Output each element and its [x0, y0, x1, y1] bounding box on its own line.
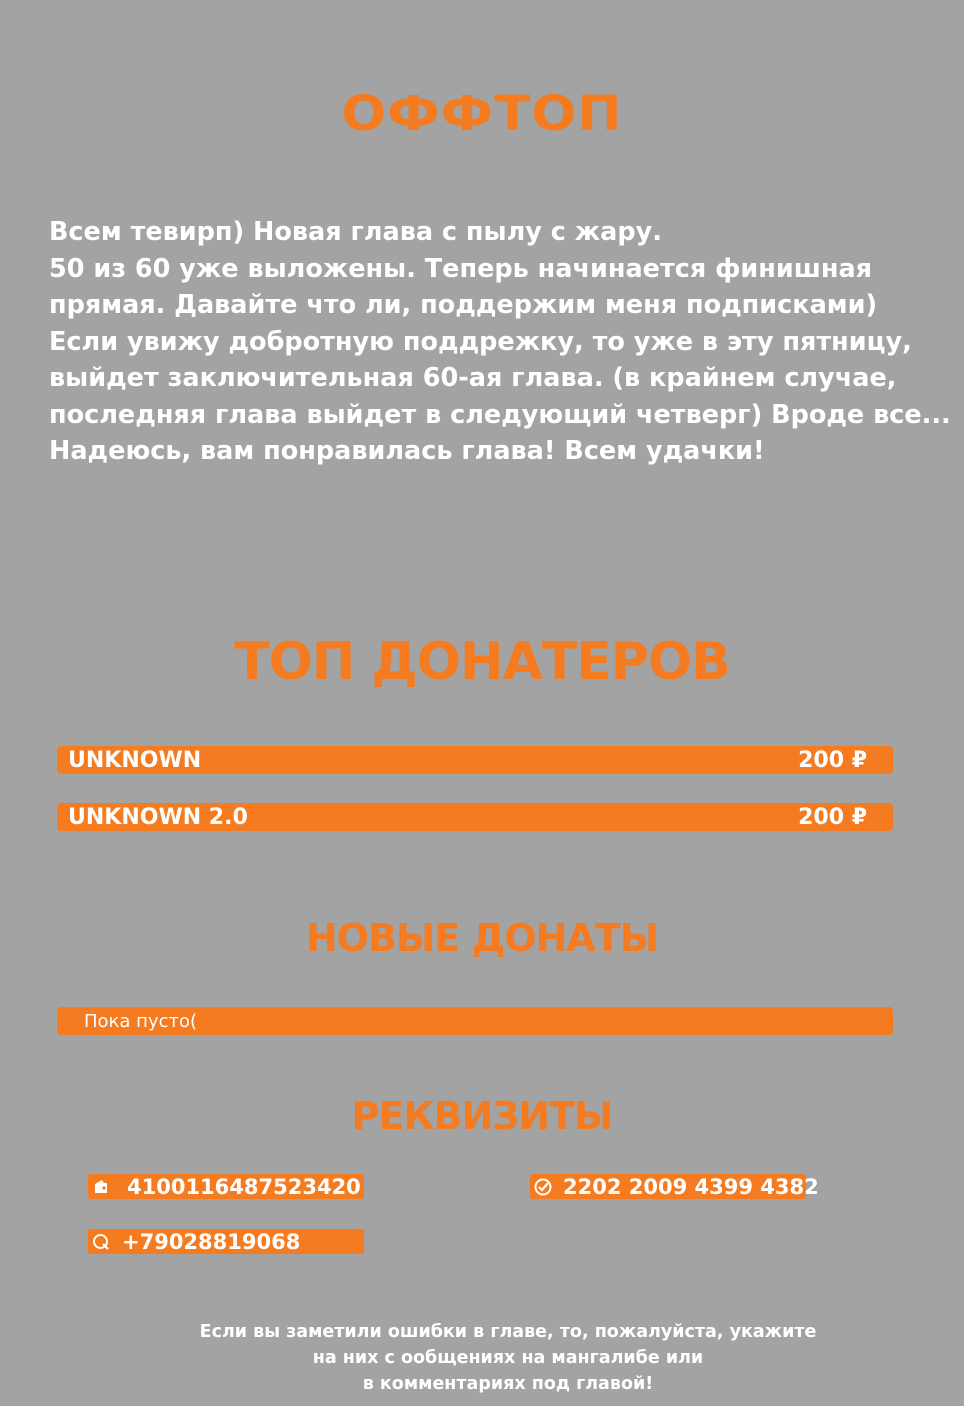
offtop-line: последняя глава выйдет в следующий четверг) Вроде все... [49, 399, 951, 430]
requisite-value: +79028819068 [122, 1230, 301, 1254]
new-donations-row [57, 1007, 893, 1035]
offtop-line: Если увижу добротную поддрежку, то уже в эту пятницу, [49, 326, 912, 357]
offtop-line: выйдет заключительная 60-ая глава. (в крайнем случае, [49, 363, 897, 393]
requisite-value: 4100116487523420 [127, 1175, 361, 1199]
yoomoney-wallet-icon [92, 1178, 110, 1196]
requisite-sberbank [530, 1174, 819, 1199]
offtop-message [49, 214, 959, 470]
requisite-yoomoney [88, 1174, 364, 1199]
footer-line: Если вы заметили ошибки в главе, то, пожалуйста, укажите [199, 1322, 817, 1342]
donater-row [57, 803, 893, 831]
footer-line: на них с ообщениях на мангалибе или [312, 1348, 704, 1368]
offtop-line: 50 из 60 уже выложены. Теперь начинается финишная [49, 253, 873, 284]
donater-row [57, 746, 893, 774]
footer-note [26, 1319, 964, 1397]
requisite-value: 2202 2009 4399 4382 [563, 1175, 819, 1199]
offtop-line: Надеюсь, вам понравилась глава! Всем удачки! [49, 436, 765, 466]
requisite-qiwi [88, 1229, 364, 1254]
donater-amount: 200 ₽ [798, 805, 867, 830]
qiwi-icon [92, 1233, 110, 1251]
donater-name: UNKNOWN [68, 748, 202, 773]
donater-amount: 200 ₽ [798, 748, 867, 773]
offtop-line: прямая. Давайте что ли, поддержим меня подписками) [49, 290, 878, 320]
footer-line: в комментариях под главой! [362, 1374, 654, 1394]
offtop-title: ОФФТОП [341, 86, 623, 142]
new-donations-title: НОВЫЕ ДОНАТЫ [305, 916, 659, 960]
offtop-line: Всем тевирп) Новая глава с пылу с жару. [49, 217, 662, 247]
donater-name: UNKNOWN 2.0 [68, 805, 248, 830]
top-donaters-title: ТОП ДОНАТЕРОВ [234, 632, 730, 692]
sberbank-card-icon [534, 1178, 552, 1196]
requisites-title: РЕКВИЗИТЫ [351, 1094, 613, 1138]
new-donations-placeholder: Пока пусто( [84, 1011, 198, 1032]
